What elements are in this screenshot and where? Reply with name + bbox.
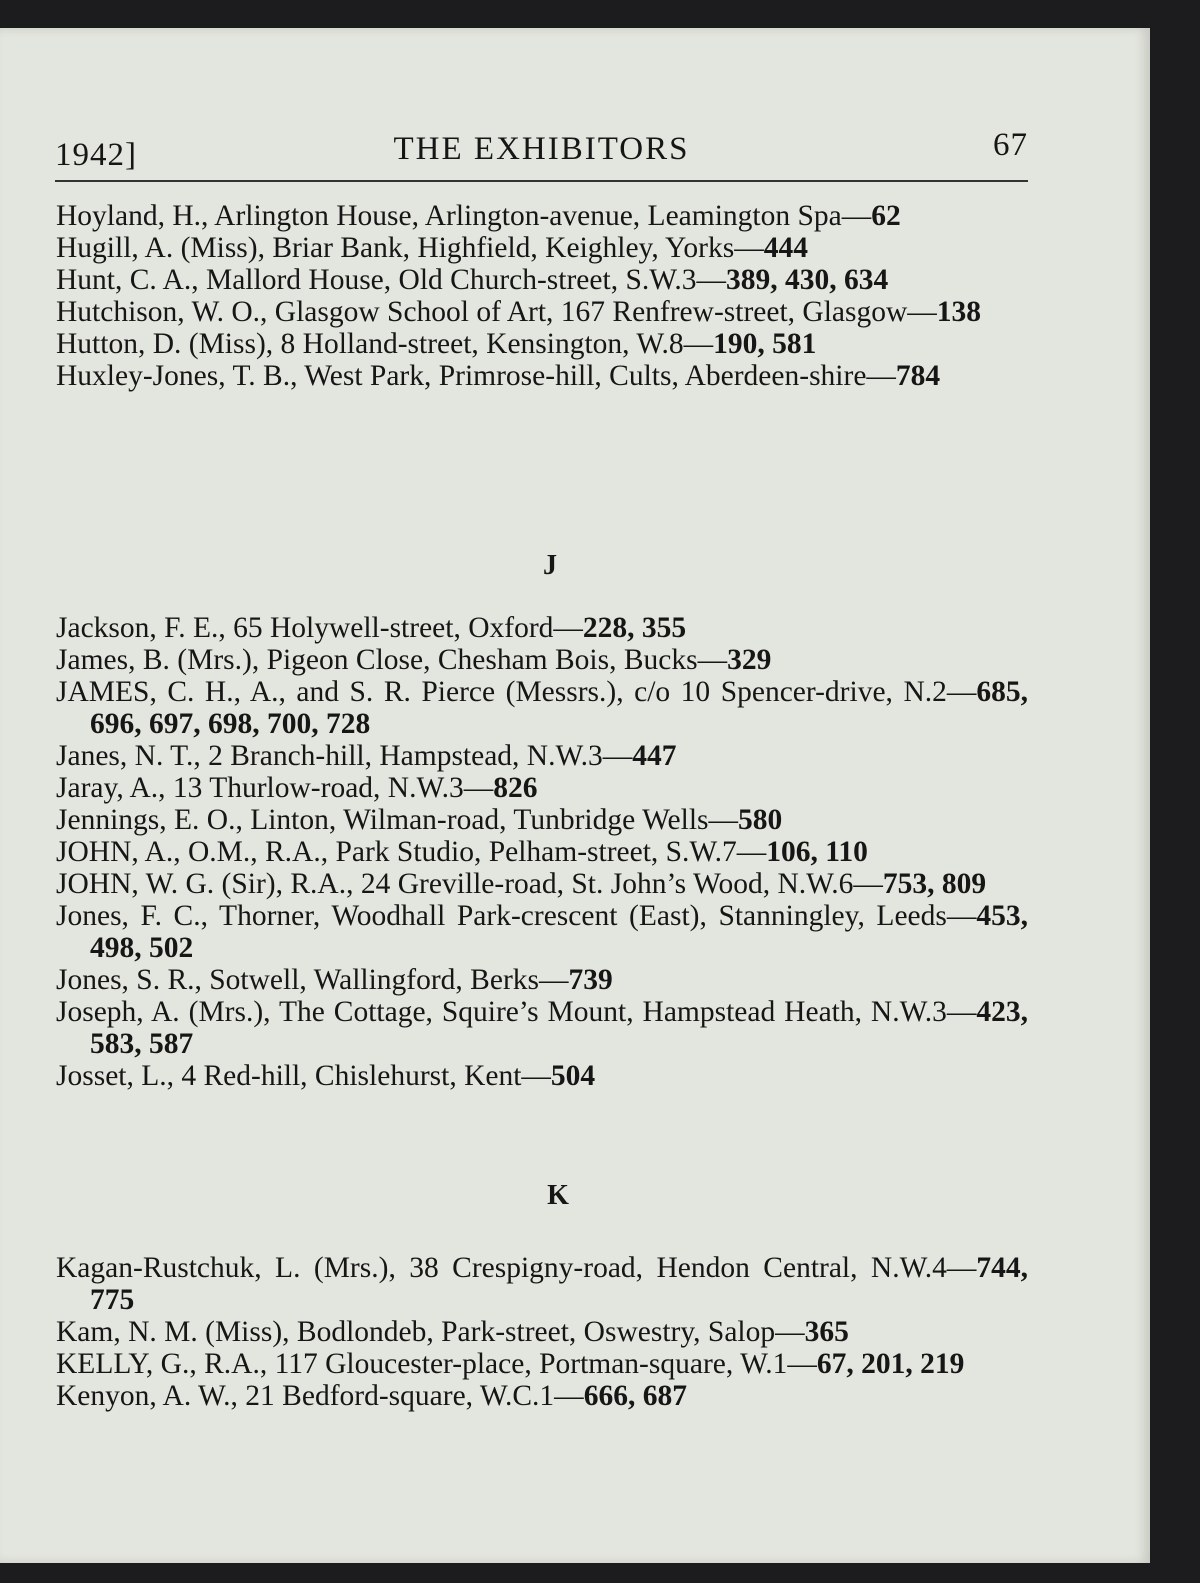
exhibitor-entry: JOHN, W. G. (Sir), R.A., 24 Greville-road, St. John’s Wood, N.W.6—753, 809 — [56, 868, 987, 900]
exhibitor-entry: Jackson, F. E., 65 Holywell-street, Oxford—228, 355 — [56, 612, 687, 644]
exhibitor-entry: James, B. (Mrs.), Pigeon Close, Chesham Bois, Bucks—329 — [56, 644, 772, 676]
exhibitor-entry: Jones, F. C., Thorner, Woodhall Park-crescent (East), Stanningley, Leeds—453, 498, 502 — [56, 900, 1028, 964]
exhibitor-entry: JAMES, C. H., A., and S. R. Pierce (Messrs.), c/o 10 Spencer-drive, N.2—685, 696, 697, 698, 700, 728 — [56, 676, 1028, 740]
page-number: 67 — [993, 127, 1028, 163]
section-j-entries — [56, 612, 1028, 1092]
section-letter-k: K — [547, 1180, 569, 1211]
exhibitor-entry: Huxley-Jones, T. B., West Park, Primrose-hill, Cults, Aberdeen-shire—784 — [56, 360, 941, 392]
book-page — [0, 28, 1150, 1563]
exhibitor-entry: Kagan-Rustchuk, L. (Mrs.), 38 Crespigny-road, Hendon Central, N.W.4—744, 775 — [56, 1252, 1028, 1316]
section-letter-j: J — [543, 550, 557, 581]
exhibitor-entry: Hugill, A. (Miss), Briar Bank, Highfield, Keighley, Yorks—444 — [56, 232, 808, 264]
section-h-entries — [56, 200, 1028, 392]
exhibitor-entry: Hutton, D. (Miss), 8 Holland-street, Kensington, W.8—190, 581 — [56, 328, 817, 360]
exhibitor-entry: Kenyon, A. W., 21 Bedford-square, W.C.1—666, 687 — [56, 1380, 687, 1412]
exhibitor-entry: Jaray, A., 13 Thurlow-road, N.W.3—826 — [56, 772, 538, 804]
header-title: THE EXHIBITORS — [393, 131, 690, 167]
exhibitor-entry: Janes, N. T., 2 Branch-hill, Hampstead, N.W.3—447 — [56, 740, 677, 772]
exhibitor-entry: Hoyland, H., Arlington House, Arlington-avenue, Leamington Spa—62 — [56, 200, 901, 232]
section-k-entries — [56, 1252, 1028, 1412]
exhibitor-entry: Joseph, A. (Mrs.), The Cottage, Squire’s Mount, Hampstead Heath, N.W.3—423, 583, 587 — [56, 996, 1028, 1060]
exhibitor-entry: Hutchison, W. O., Glasgow School of Art, 167 Renfrew-street, Glasgow—138 — [56, 296, 982, 328]
header-year: 1942] — [55, 137, 137, 173]
header-rule — [55, 180, 1028, 182]
exhibitor-entry: Kam, N. M. (Miss), Bodlondeb, Park-street, Oswestry, Salop—365 — [56, 1316, 849, 1348]
exhibitor-entry: Jones, S. R., Sotwell, Wallingford, Berks—739 — [56, 964, 613, 996]
exhibitor-entry: JOHN, A., O.M., R.A., Park Studio, Pelham-street, S.W.7—106, 110 — [56, 836, 868, 868]
exhibitor-entry: Jennings, E. O., Linton, Wilman-road, Tunbridge Wells—580 — [56, 804, 783, 836]
running-header — [55, 127, 1028, 178]
exhibitor-entry: Hunt, C. A., Mallord House, Old Church-street, S.W.3—389, 430, 634 — [56, 264, 889, 296]
exhibitor-entry: Josset, L., 4 Red-hill, Chislehurst, Kent—504 — [56, 1060, 596, 1092]
exhibitor-entry: KELLY, G., R.A., 117 Gloucester-place, Portman-square, W.1—67, 201, 219 — [56, 1348, 965, 1380]
